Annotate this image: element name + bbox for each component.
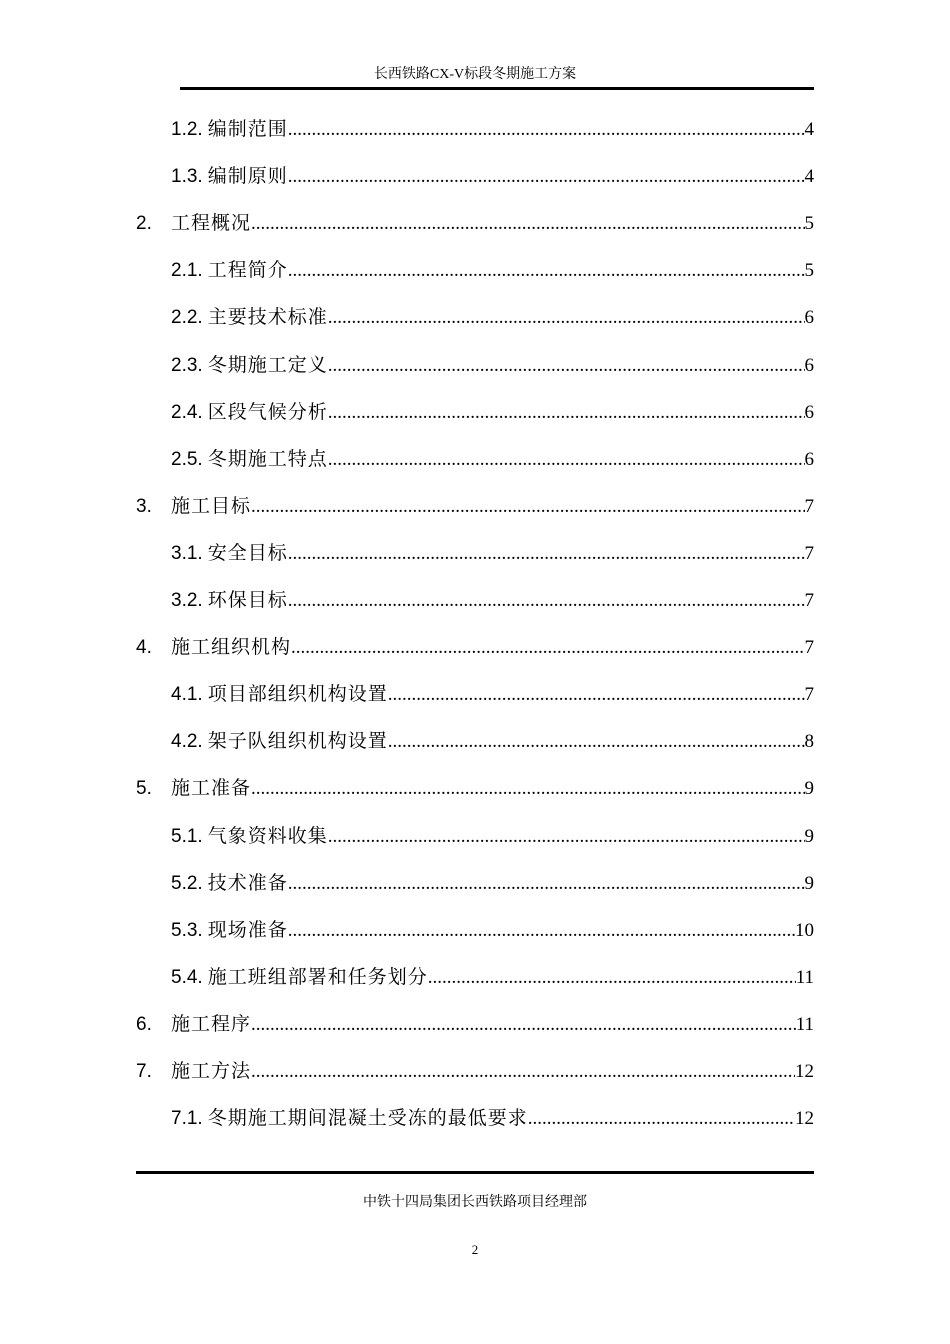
toc-entry-page: 11 (795, 967, 814, 988)
toc-entry-title: 现场准备 (207, 920, 288, 941)
toc-entry-title: 编制原则 (207, 166, 288, 187)
toc-entry-page: 12 (795, 1061, 814, 1082)
toc-entry-title: 工程简介 (207, 260, 288, 281)
toc-entry-title: 施工目标 (171, 496, 252, 517)
toc-entry-title: 主要技术标准 (207, 307, 328, 328)
toc-dot-leader (388, 682, 805, 708)
toc-entry-title: 安全目标 (207, 543, 288, 564)
toc-entry-title: 施工程序 (171, 1014, 252, 1035)
toc-entry-title: 区段气候分析 (207, 402, 328, 423)
toc-entry-page: 12 (795, 1108, 814, 1129)
toc-dot-leader (288, 871, 805, 897)
toc-entry-page: 9 (804, 826, 814, 847)
toc-entry-number: 1.3. (171, 166, 203, 187)
toc-entry-page: 6 (804, 449, 814, 470)
toc-entry-title: 施工准备 (171, 778, 252, 799)
toc-dot-leader (388, 729, 805, 755)
toc-entry-page: 7 (804, 496, 814, 517)
toc-entry[interactable] (171, 400, 814, 426)
toc-entry-page: 7 (804, 590, 814, 611)
toc-entry[interactable] (171, 871, 814, 897)
toc-dot-leader (428, 965, 796, 991)
toc-entry-page: 7 (804, 684, 814, 705)
toc-dot-leader (251, 494, 804, 520)
toc-entry-number: 4. (136, 637, 152, 658)
toc-entry-page: 7 (804, 543, 814, 564)
toc-entry[interactable] (171, 588, 814, 614)
toc-entry-page: 7 (804, 637, 814, 658)
toc-dot-leader (288, 541, 805, 567)
toc-entry-number: 5.2. (171, 873, 203, 894)
toc-dot-leader (328, 400, 805, 426)
toc-entry[interactable] (171, 824, 814, 850)
toc-entry-page: 5 (804, 213, 814, 234)
header-title: 长西铁路CX-V标段冬期施工方案 (373, 67, 577, 82)
toc-entry[interactable] (136, 1012, 814, 1038)
toc-dot-leader (288, 164, 805, 190)
toc-entry[interactable] (171, 164, 814, 190)
toc-entry-number: 1.2. (171, 119, 203, 140)
toc-dot-leader (288, 258, 805, 284)
toc-entry-page: 5 (804, 260, 814, 281)
toc-entry-title: 工程概况 (171, 213, 252, 234)
toc-dot-leader (251, 211, 804, 237)
toc-entry-number: 7.1. (171, 1108, 203, 1129)
toc-entry[interactable] (136, 494, 814, 520)
toc-entry-number: 2.2. (171, 307, 203, 328)
toc-dot-leader (251, 1059, 795, 1085)
toc-entry-number: 2. (136, 213, 152, 234)
toc-entry-number: 4.1. (171, 684, 203, 705)
toc-entry-number: 2.5. (171, 449, 203, 470)
toc-entry[interactable] (171, 965, 814, 991)
toc-entry-number: 4.2. (171, 731, 203, 752)
footer-organization: 中铁十四局集团长西铁路项目经理部 (363, 1195, 587, 1210)
toc-entry-page: 6 (804, 402, 814, 423)
toc-entry-title: 气象资料收集 (207, 826, 328, 847)
toc-entry[interactable] (171, 447, 814, 473)
toc-entry-title: 施工班组部署和任务划分 (207, 967, 428, 988)
toc-entry[interactable] (171, 1106, 814, 1132)
toc-entry[interactable] (171, 729, 814, 755)
toc-entry-number: 5.1. (171, 826, 203, 847)
toc-entry[interactable] (171, 918, 814, 944)
toc-dot-leader (251, 1012, 796, 1038)
toc-entry-title: 项目部组织机构设置 (207, 684, 388, 705)
toc-entry[interactable] (171, 258, 814, 284)
toc-entry-number: 2.1. (171, 260, 203, 281)
toc-entry[interactable] (136, 635, 814, 661)
toc-entry-title: 施工方法 (171, 1061, 252, 1082)
toc-entry[interactable] (136, 211, 814, 237)
toc-entry-title: 冬期施工特点 (207, 449, 328, 470)
toc-entry-page: 9 (804, 873, 814, 894)
toc-entry-page: 6 (804, 307, 814, 328)
toc-entry-number: 5.4. (171, 967, 203, 988)
toc-dot-leader (251, 776, 804, 802)
toc-entry-number: 2.3. (171, 355, 203, 376)
toc-entry[interactable] (171, 305, 814, 331)
toc-dot-leader (328, 824, 805, 850)
toc-entry-page: 6 (804, 355, 814, 376)
toc-entry-title: 施工组织机构 (171, 637, 292, 658)
toc-entry-page: 8 (804, 731, 814, 752)
toc-entry[interactable] (136, 1059, 814, 1085)
toc-entry-number: 3.1. (171, 543, 203, 564)
toc-entry-number: 2.4. (171, 402, 203, 423)
toc-dot-leader (288, 117, 805, 143)
footer-page-number: 2 (471, 1242, 479, 1257)
toc-entry[interactable] (171, 682, 814, 708)
toc-entry-number: 3. (136, 496, 152, 517)
toc-entry-number: 3.2. (171, 590, 203, 611)
footer-rule (136, 1171, 814, 1174)
toc-entry-page: 4 (804, 166, 814, 187)
toc-entry-number: 7. (136, 1061, 152, 1082)
toc-dot-leader (328, 353, 805, 379)
toc-entry-page: 4 (804, 119, 814, 140)
toc-entry[interactable] (171, 117, 814, 143)
toc-entry-title: 冬期施工期间混凝土受冻的最低要求 (207, 1108, 528, 1129)
toc-entry[interactable] (171, 541, 814, 567)
toc-dot-leader (328, 305, 805, 331)
toc-entry-title: 架子队组织机构设置 (207, 731, 388, 752)
toc-entry-number: 6. (136, 1014, 152, 1035)
toc-entry-page: 10 (795, 920, 814, 941)
toc-dot-leader (288, 588, 805, 614)
toc-entry-title: 编制范围 (207, 119, 288, 140)
toc-entry[interactable] (136, 776, 814, 802)
toc-dot-leader (528, 1106, 795, 1132)
toc-dot-leader (291, 635, 804, 661)
toc-entry-number: 5. (136, 778, 152, 799)
toc-entry-page: 9 (804, 778, 814, 799)
toc-entry-title: 技术准备 (207, 873, 288, 894)
toc-entry-title: 环保目标 (207, 590, 288, 611)
toc-dot-leader (288, 918, 795, 944)
toc-entry-title: 冬期施工定义 (207, 355, 328, 376)
toc-entry[interactable] (171, 353, 814, 379)
toc-dot-leader (328, 447, 805, 473)
toc-entry-number: 5.3. (171, 920, 203, 941)
toc-entry-page: 11 (795, 1014, 814, 1035)
